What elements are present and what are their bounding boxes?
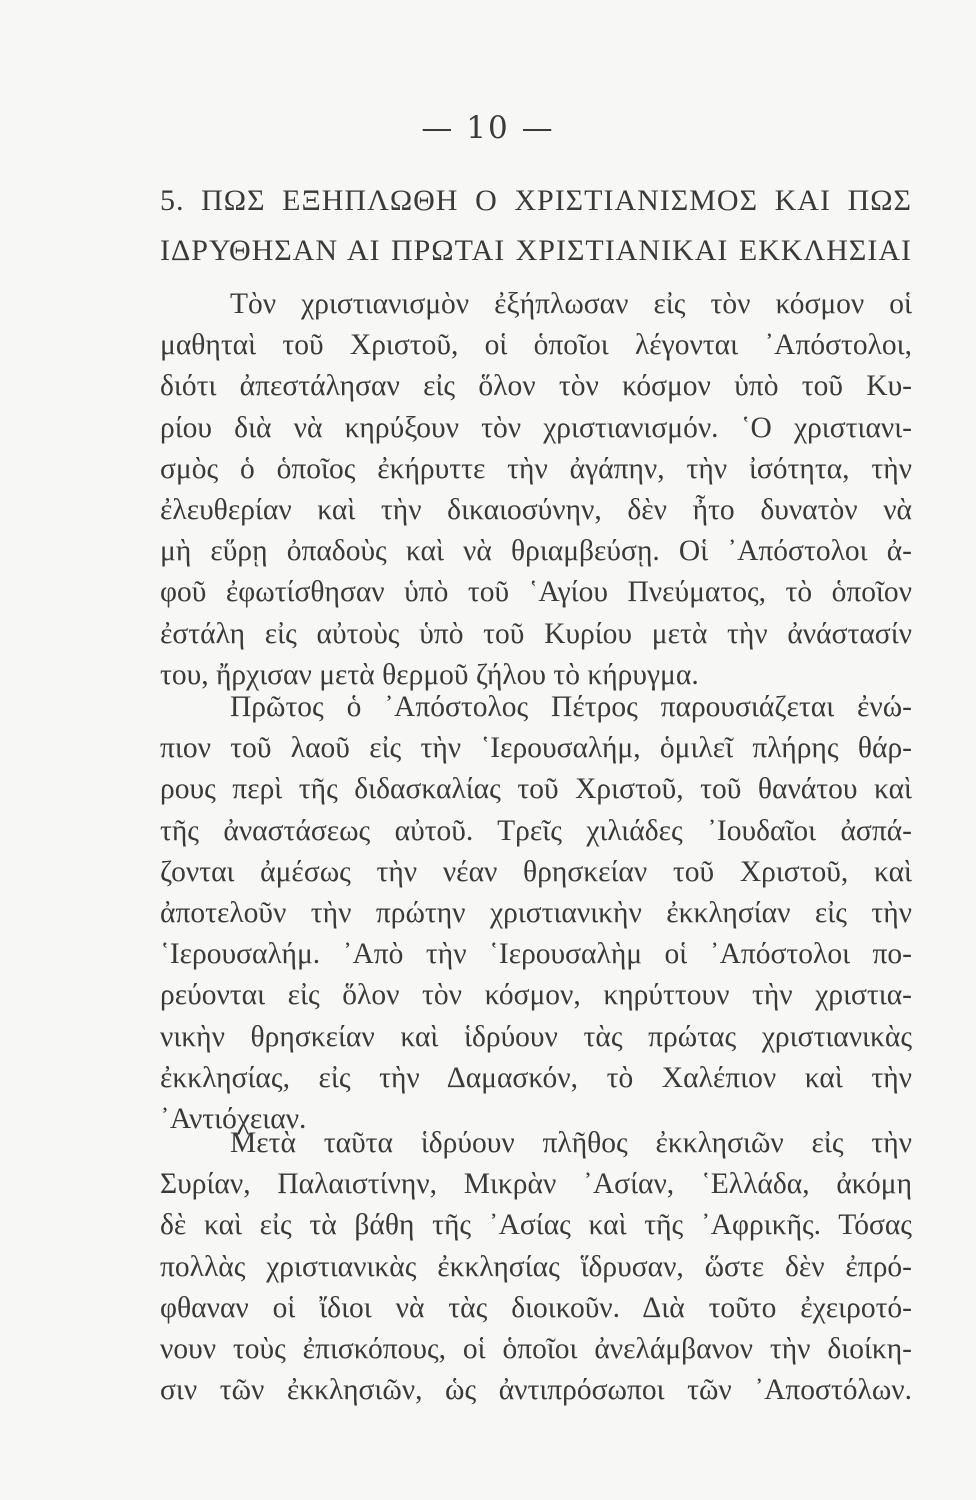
text-line: ρίου διὰ νὰ κηρύξουν τὸν χριστιανισμόν. ῾Ο χριστιανι- xyxy=(160,411,912,444)
text-line: ῾Ιερουσαλήμ. ᾿Απὸ τὴν ῾Ιερουσαλὴμ οἱ ᾿Απόστολοι πο- xyxy=(160,938,912,971)
text-line: πιον τοῦ λαοῦ εἰς τὴν ῾Ιερουσαλήμ, ὁμιλεῖ πλήρης θάρ- xyxy=(160,732,912,765)
text-line: νουν τοὺς ἐπισκόπους, οἱ ὁποῖοι ἀνελάμβανον τὴν διοίκη- xyxy=(160,1332,912,1365)
text-line: δὲ καὶ εἰς τὰ βάθη τῆς ᾿Ασίας καὶ τῆς ᾿Αφρικῆς. Τόσας xyxy=(160,1209,912,1242)
text-line: ἐλευθερίαν καὶ τὴν δικαιοσύνην, δὲν ἦτο δυνατὸν νὰ xyxy=(160,493,912,526)
text-line: σιν τῶν ἐκκλησιῶν, ὡς ἀντιπρόσωποι τῶν ᾿Αποστόλων. xyxy=(160,1374,912,1407)
text-line: ἐστάλη εἰς αὐτοὺς ὑπὸ τοῦ Κυρίου μετὰ τὴν ἀνάστασίν xyxy=(160,617,912,650)
chapter-heading xyxy=(160,176,912,276)
text-line: Τὸν χριστιανισμὸν ἐξήπλωσαν εἰς τὸν κόσμον οἱ xyxy=(230,288,912,320)
text-line: ρους περὶ τῆς διδασκαλίας τοῦ Χριστοῦ, τοῦ θανάτου καὶ xyxy=(160,773,912,806)
text-line: διότι ἀπεστάλησαν εἰς ὅλον τὸν κόσμον ὑπὸ τοῦ Κυ- xyxy=(160,370,912,403)
text-line: Πρῶτος ὁ ᾿Απόστολος Πέτρος παρουσιάζεται ἐνώ- xyxy=(230,691,912,723)
page-number: — 10 — xyxy=(421,110,555,146)
heading-line: 5. ΠΩΣ ΕΞΗΠΛΩΘΗ Ο ΧΡΙΣΤΙΑΝΙΣΜΟΣ ΚΑΙ ΠΩΣ xyxy=(160,184,912,217)
paragraph xyxy=(160,687,912,1140)
paragraph xyxy=(160,1123,912,1411)
text-line: νικὴν θρησκείαν καὶ ἱδρύουν τὰς πρώτας χριστιανικὰς xyxy=(160,1020,912,1053)
text-line: μαθηταὶ τοῦ Χριστοῦ, οἱ ὁποῖοι λέγονται ᾿Απόστολοι, xyxy=(160,329,912,362)
text-line: τῆς ἀναστάσεως αὐτοῦ. Τρεῖς χιλιάδες ᾿Ιουδαῖοι ἀσπά- xyxy=(160,814,912,847)
text-line: ᾿Αντιόχειαν. xyxy=(160,1102,307,1135)
text-line: του, ἤρχισαν μετὰ θερμοῦ ζήλου τὸ κήρυγμα. xyxy=(160,658,699,691)
heading-line: ΙΔΡΥΘΗΣΑΝ ΑΙ ΠΡΩΤΑΙ ΧΡΙΣΤΙΑΝΙΚΑΙ ΕΚΚΛΗΣΙΑΙ xyxy=(160,234,912,267)
text-line: ρεύονται εἰς ὅλον τὸν κόσμον, κηρύττουν τὴν χριστια- xyxy=(160,979,912,1012)
text-line: ἀποτελοῦν τὴν πρώτην χριστιανικὴν ἐκκλησίαν εἰς τὴν xyxy=(160,896,912,929)
text-line: μὴ εὕρῃ ὀπαδοὺς καὶ νὰ θριαμβεύσῃ. Οἱ ᾿Απόστολοι ἀ- xyxy=(160,535,912,568)
text-line: σμὸς ὁ ὁποῖος ἐκήρυττε τὴν ἀγάπην, τὴν ἰσότητα, τὴν xyxy=(160,452,912,485)
text-line: πολλὰς χριστιανικὰς ἐκκλησίας ἵδρυσαν, ὥστε δὲν ἐπρό- xyxy=(160,1250,912,1283)
paragraph xyxy=(160,284,912,696)
text-line: Συρίαν, Παλαιστίνην, Μικρὰν ᾿Ασίαν, ῾Ελλάδα, ἀκόμη xyxy=(160,1168,912,1201)
text-line: φθαναν οἱ ἴδιοι νὰ τὰς διοικοῦν. Διὰ τοῦτο ἐχειροτό- xyxy=(160,1291,912,1324)
text-line: ζονται ἀμέσως τὴν νέαν θρησκείαν τοῦ Χριστοῦ, καὶ xyxy=(160,855,912,888)
text-line: φοῦ ἐφωτίσθησαν ὑπὸ τοῦ ῾Αγίου Πνεύματος, τὸ ὁποῖον xyxy=(160,576,912,609)
text-line: Μετὰ ταῦτα ἱδρύουν πλῆθος ἐκκλησιῶν εἰς τὴν xyxy=(230,1127,912,1159)
text-line: ἐκκλησίας, εἰς τὴν Δαμασκόν, τὸ Χαλέπιον καὶ τὴν xyxy=(160,1061,912,1094)
